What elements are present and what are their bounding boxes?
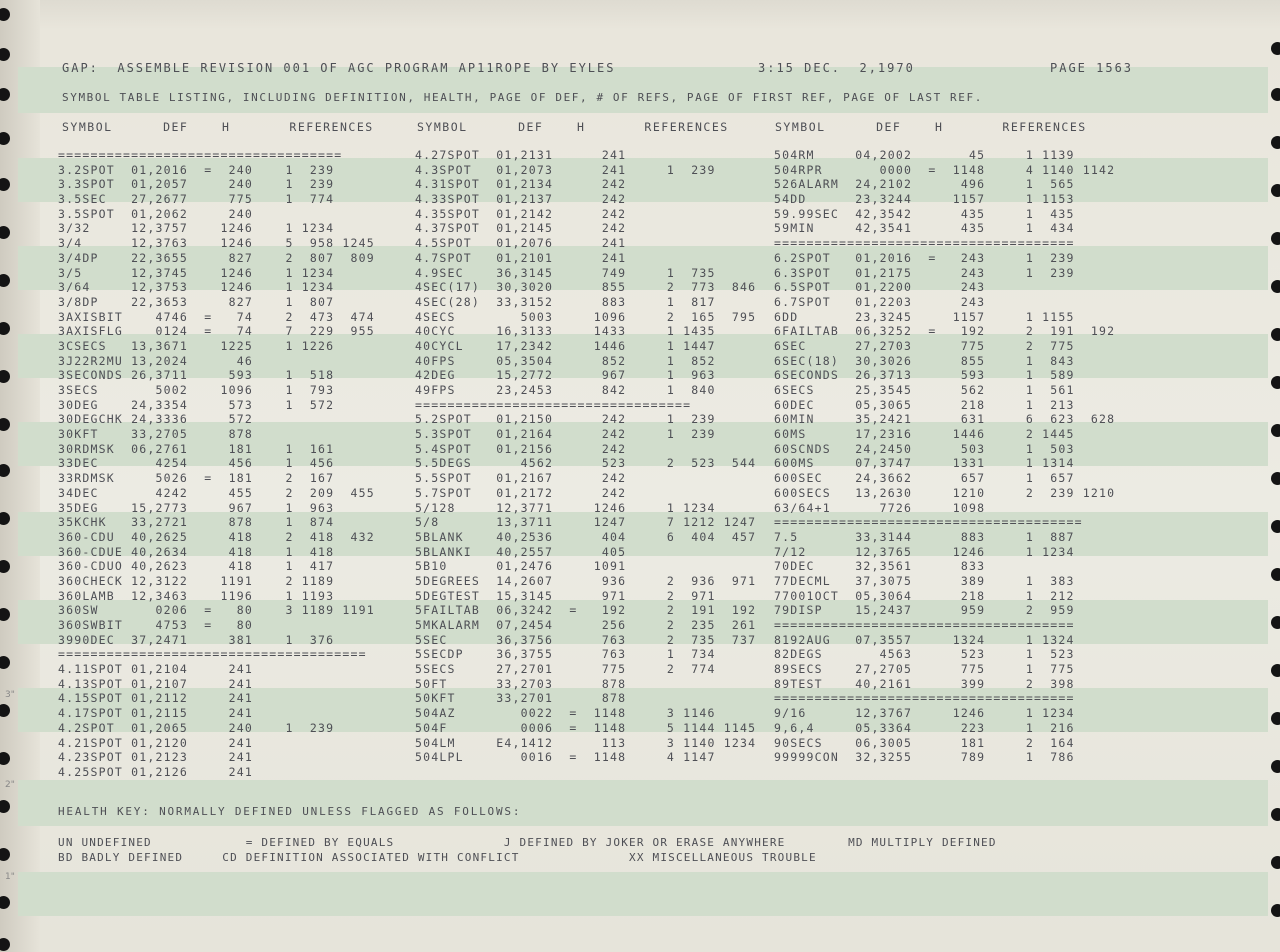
symbol-row: ======================================: [58, 647, 367, 662]
symbol-row: 4.5SPOT 01,2076 241: [415, 236, 627, 251]
symbol-row: 360CHECK 12,3122 1191 2 1189: [58, 573, 335, 588]
sprocket-hole: [1271, 808, 1280, 821]
symbol-row: 4SEC(17) 30,3020 855 2 773 846: [415, 280, 757, 295]
symbol-row: ======================================: [774, 515, 1083, 530]
symbol-row: 4.35SPOT 01,2142 242: [415, 206, 627, 221]
sprocket-hole: [1271, 520, 1280, 533]
symbol-row: 30RDMSK 06,2761 181 1 161: [58, 441, 335, 456]
symbol-row: ===================================: [58, 148, 351, 162]
symbol-row: 7.5 33,3144 883 1 887: [774, 529, 1075, 544]
sprocket-hole: [1271, 424, 1280, 437]
symbol-row: 54DD 23,3244 1157 1 1153: [774, 192, 1075, 207]
symbol-row: 4.17SPOT 01,2115 241: [58, 706, 253, 721]
symbol-row: 360SW 0206 = 80 3 1189 1191: [58, 603, 375, 618]
symbol-row: 7/12 12,3765 1246 1 1234: [774, 544, 1075, 559]
symbol-row: 3/4DP 22,3655 827 2 807 809: [58, 250, 375, 265]
symbol-row: 5.4SPOT 01,2156 242: [415, 441, 627, 456]
symbol-row: 6SECS 25,3545 562 1 561: [774, 383, 1075, 397]
health-key-title: HEALTH KEY: NORMALLY DEFINED UNLESS FLAGGED AS FOLLOWS:: [58, 805, 522, 818]
symbol-row: ==================================: [415, 397, 692, 412]
symbol-row: 6DD 23,3245 1157 1 1155: [774, 309, 1075, 324]
sprocket-hole: [1271, 760, 1280, 773]
symbol-row: 63/64+1 7726 1098: [774, 500, 986, 515]
symbol-row: 4.31SPOT 01,2134 242: [415, 177, 627, 192]
health-key-line-1: UN UNDEFINED = DEFINED BY EQUALS J DEFINED BY JOKER OR ERASE ANYWHERE MD MULTIPLY DEFINED: [58, 836, 997, 849]
symbol-row: 3/32 12,3757 1246 1 1234: [58, 221, 335, 236]
sprocket-hole: [1271, 712, 1280, 725]
symbol-row: 504RM 04,2002 45 1 1139: [774, 148, 1075, 162]
symbol-row: 60DEC 05,3065 218 1 213: [774, 397, 1075, 412]
symbol-row: 40CYC 16,3133 1433 1 1435: [415, 324, 716, 339]
sprocket-hole: [1271, 42, 1280, 55]
symbol-row: 3.5SPOT 01,2062 240: [58, 206, 253, 221]
symbol-row: 60MS 17,2316 1446 2 1445: [774, 427, 1075, 442]
symbol-row: 8192AUG 07,3557 1324 1 1324: [774, 632, 1075, 647]
symbol-row: 4.15SPOT 01,2112 241: [58, 691, 253, 706]
sprocket-hole: [1271, 856, 1280, 869]
symbol-row: 3AXISFLG 0124 = 74 7 229 955: [58, 324, 375, 339]
symbol-row: 6SECONDS 26,3713 593 1 589: [774, 368, 1075, 383]
symbol-row: 5.5SPOT 01,2167 242: [415, 471, 627, 486]
symbol-row: =====================================: [774, 236, 1075, 251]
symbol-row: 4SEC(28) 33,3152 883 1 817: [415, 294, 716, 309]
symbol-row: 5SEC 36,3756 763 2 735 737: [415, 632, 757, 647]
symbol-row: 42DEG 15,2772 967 1 963: [415, 368, 716, 383]
symbol-row: 35KCHK 33,2721 878 1 874: [58, 515, 335, 530]
symbol-row: =====================================: [774, 691, 1075, 706]
symbol-row: 3/4 12,3763 1246 5 958 1245: [58, 236, 375, 251]
symbol-row: 6.3SPOT 01,2175 243 1 239: [774, 265, 1075, 280]
symbol-row: 40CYCL 17,2342 1446 1 1447: [415, 338, 716, 353]
sprocket-hole: [1271, 616, 1280, 629]
symbol-row: 600SEC 24,3662 657 1 657: [774, 471, 1075, 486]
symbol-row: 40FPS 05,3504 852 1 852: [415, 353, 716, 368]
symbol-row: 3J22R2MU 13,2024 46: [58, 353, 253, 368]
symbol-row: 60MIN 35,2421 631 6 623 628: [774, 412, 1116, 427]
symbol-row: 70DEC 32,3561 833: [774, 559, 986, 574]
symbol-row: 59.99SEC 42,3542 435 1 435: [774, 206, 1075, 221]
symbol-row: 4.23SPOT 01,2123 241: [58, 750, 253, 765]
sprocket-hole: [1271, 376, 1280, 389]
symbol-row: 3/8DP 22,3653 827 1 807: [58, 294, 335, 309]
symbol-row: 6.2SPOT 01,2016 = 243 1 239: [774, 250, 1075, 265]
column-header-middle: SYMBOL DEF H REFERENCES: [417, 120, 729, 134]
symbol-row: =====================================: [774, 618, 1075, 632]
symbol-row: 30DEGCHK 24,3336 572: [58, 412, 253, 427]
symbol-row: 5FAILTAB 06,3242 = 192 2 191 192: [415, 603, 757, 618]
symbol-row: 4.11SPOT 01,2104 241: [58, 662, 253, 677]
symbol-row: 49FPS 23,2453 842 1 840: [415, 383, 716, 397]
symbol-row: 5.5DEGS 4562 523 2 523 544: [415, 456, 757, 471]
symbol-row: 89SECS 27,2705 775 1 775: [774, 662, 1075, 677]
sprocket-hole: [1271, 568, 1280, 581]
symbol-row: 4.37SPOT 01,2145 242: [415, 221, 627, 236]
symbol-row: 3.2SPOT 01,2016 = 240 1 239: [58, 162, 335, 177]
symbol-row: 600SECS 13,2630 1210 2 239 1210: [774, 485, 1116, 500]
symbol-row: 90SECS 06,3005 181 2 164: [774, 735, 1075, 750]
symbol-row: 34DEC 4242 455 2 209 455: [58, 485, 375, 500]
symbol-row: 4.7SPOT 01,2101 241: [415, 250, 627, 265]
symbol-column-middle: [415, 148, 756, 765]
symbol-row: 5/128 12,3771 1246 1 1234: [415, 500, 716, 515]
symbol-row: 77001OCT 05,3064 218 1 212: [774, 588, 1075, 603]
green-band: [18, 872, 1268, 916]
symbol-row: 4.2SPOT 01,2065 240 1 239: [58, 720, 335, 735]
column-header-right: SYMBOL DEF H REFERENCES: [775, 120, 1087, 134]
margin-mark-3: 3": [5, 690, 15, 700]
symbol-row: 9/16 12,3767 1246 1 1234: [774, 706, 1075, 721]
symbol-row: 6SEC 27,2703 775 2 775: [774, 338, 1075, 353]
gap-header: GAP: ASSEMBLE REVISION 001 OF AGC PROGRAM AP11ROPE BY EYLES: [62, 61, 616, 75]
health-key-line-2: BD BADLY DEFINED CD DEFINITION ASSOCIATED WITH CONFLICT XX MISCELLANEOUS TROUBLE: [58, 851, 817, 864]
symbol-row: 33DEC 4254 456 1 456: [58, 456, 335, 471]
symbol-row: 5.2SPOT 01,2150 242 1 239: [415, 412, 716, 427]
sprocket-hole: [1271, 88, 1280, 101]
symbol-row: 35DEG 15,2773 967 1 963: [58, 500, 335, 515]
print-time: 3:15 DEC. 2,1970: [758, 61, 915, 75]
symbol-row: 4SECS 5003 1096 2 165 795: [415, 309, 757, 324]
symbol-row: 5B10 01,2476 1091: [415, 559, 627, 574]
symbol-row: 5MKALARM 07,2454 256 2 235 261: [415, 618, 757, 632]
symbol-row: 5DEGTEST 15,3145 971 2 971: [415, 588, 716, 603]
symbol-column-left: [58, 148, 375, 780]
sprocket-hole: [1271, 136, 1280, 149]
symbol-row: 504LM E4,1412 113 3 1140 1234: [415, 735, 757, 750]
symbol-row: 360SWBIT 4753 = 80: [58, 618, 253, 632]
symbol-row: 526ALARM 24,2102 496 1 565: [774, 177, 1075, 192]
symbol-row: 3.3SPOT 01,2057 240 1 239: [58, 177, 335, 192]
page-number: PAGE 1563: [1050, 61, 1134, 75]
symbol-row: 5.7SPOT 01,2172 242: [415, 485, 627, 500]
symbol-row: 89TEST 40,2161 399 2 398: [774, 676, 1075, 691]
symbol-row: 3/64 12,3753 1246 1 1234: [58, 280, 335, 295]
sprocket-hole: [1271, 232, 1280, 245]
margin-mark-1: 1": [5, 872, 15, 882]
symbol-row: 6FAILTAB 06,3252 = 192 2 191 192: [774, 324, 1116, 339]
margin-mark-2: 2": [5, 780, 15, 790]
symbol-row: 3AXISBIT 4746 = 74 2 473 474: [58, 309, 375, 324]
symbol-row: 3SECS 5002 1096 1 793: [58, 383, 335, 397]
column-header-left: SYMBOL DEF H REFERENCES: [62, 120, 374, 134]
symbol-row: 3.5SEC 27,2677 775 1 774: [58, 192, 335, 207]
sprocket-hole: [1271, 472, 1280, 485]
symbol-row: 30KFT 33,2705 878: [58, 427, 253, 442]
symbol-row: 50KFT 33,2701 878: [415, 691, 627, 706]
symbol-row: 504AZ 0022 = 1148 3 1146: [415, 706, 716, 721]
symbol-row: 4.33SPOT 01,2137 242: [415, 192, 627, 207]
symbol-row: 360LAMB 12,3463 1196 1 1193: [58, 588, 335, 603]
symbol-row: 360-CDU 40,2625 418 2 418 432: [58, 529, 375, 544]
sprocket-hole: [1271, 184, 1280, 197]
symbol-row: 60SCNDS 24,2450 503 1 503: [774, 441, 1075, 456]
symbol-row: 6.7SPOT 01,2203 243: [774, 294, 986, 309]
symbol-row: 504F 0006 = 1148 5 1144 1145: [415, 720, 757, 735]
symbol-row: 3990DEC 37,2471 381 1 376: [58, 632, 335, 647]
sprocket-hole: [1271, 328, 1280, 341]
symbol-column-right: [774, 148, 1115, 765]
symbol-row: 59MIN 42,3541 435 1 434: [774, 221, 1075, 236]
symbol-row: 360-CDUO 40,2623 418 1 417: [58, 559, 335, 574]
symbol-row: 77DECML 37,3075 389 1 383: [774, 573, 1075, 588]
symbol-row: 360-CDUE 40,2634 418 1 418: [58, 544, 335, 559]
symbol-row: 5DEGREES 14,2607 936 2 936 971: [415, 573, 757, 588]
symbol-row: 6.5SPOT 01,2200 243: [774, 280, 986, 295]
symbol-row: 5SECS 27,2701 775 2 774: [415, 662, 716, 677]
symbol-row: 4.27SPOT 01,2131 241: [415, 148, 627, 162]
symbol-row: 4.13SPOT 01,2107 241: [58, 676, 253, 691]
symbol-row: 4.21SPOT 01,2120 241: [58, 735, 253, 750]
symbol-row: 4.9SEC 36,3145 749 1 735: [415, 265, 716, 280]
symbol-row: 82DEGS 4563 523 1 523: [774, 647, 1075, 662]
symbol-row: 5SECDP 36,3755 763 1 734: [415, 647, 716, 662]
symbol-row: 3CSECS 13,3671 1225 1 1226: [58, 338, 335, 353]
symbol-row: 9,6,4 05,3364 223 1 216: [774, 720, 1075, 735]
symbol-row: 5.3SPOT 01,2164 242 1 239: [415, 427, 716, 442]
listing-title: SYMBOL TABLE LISTING, INCLUDING DEFINITION, HEALTH, PAGE OF DEF, # OF REFS, PAGE OF FIRST REF, PAGE OF LAST REF.: [62, 91, 983, 104]
symbol-row: 4.3SPOT 01,2073 241 1 239: [415, 162, 716, 177]
symbol-row: 5/8 13,3711 1247 7 1212 1247: [415, 515, 757, 530]
symbol-row: 3/5 12,3745 1246 1 1234: [58, 265, 335, 280]
symbol-row: 5BLANKI 40,2557 405: [415, 544, 627, 559]
symbol-row: 4.25SPOT 01,2126 241: [58, 764, 253, 779]
symbol-row: 3SECONDS 26,3711 593 1 518: [58, 368, 335, 383]
symbol-row: 5BLANK 40,2536 404 6 404 457: [415, 529, 757, 544]
sprocket-hole: [1271, 280, 1280, 293]
symbol-row: 504RPR 0000 = 1148 4 1140 1142: [774, 162, 1116, 177]
symbol-row: 79DISP 15,2437 959 2 959: [774, 603, 1075, 618]
green-band: [18, 780, 1268, 826]
symbol-row: 33RDMSK 5026 = 181 2 167: [58, 471, 335, 486]
symbol-row: 50FT 33,2703 878: [415, 676, 627, 691]
symbol-row: 504LPL 0016 = 1148 4 1147: [415, 750, 716, 765]
sprocket-hole: [1271, 904, 1280, 917]
symbol-row: 99999CON 32,3255 789 1 786: [774, 750, 1075, 765]
symbol-row: 600MS 07,3747 1331 1 1314: [774, 456, 1075, 471]
symbol-row: 30DEG 24,3354 573 1 572: [58, 397, 335, 412]
sprocket-hole: [1271, 664, 1280, 677]
symbol-row: 6SEC(18) 30,3026 855 1 843: [774, 353, 1075, 368]
